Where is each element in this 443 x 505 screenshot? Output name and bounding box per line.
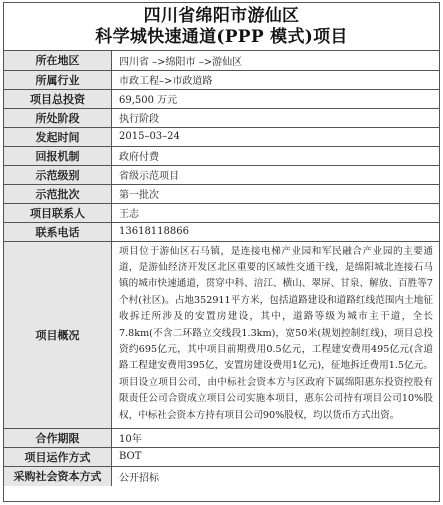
value-procurement: 公开招标 [112,466,440,486]
label-term: 合作期限 [4,428,112,447]
value-phone: 13618118866 [112,222,440,241]
label-start-date: 发起时间 [4,127,112,146]
label-overview: 项目概况 [4,241,112,428]
label-phone: 联系电话 [4,222,112,241]
row-demo-batch [4,184,439,203]
value-overview: 项目位于游仙区石马镇，是连接电梯产业园和军民融合产业园的主要通道，是游仙经济开发区北区重要的区域性交通干线，是绵阳城北连接石马镇的城市快速通道，贯穿中科、涪江、横山、翠屏、甘泉、解放、百胜等7个村(社区)。占地352911平方米，包括道路建设和道路红线范围内土地征收拆迁所涉及的安置房建设，其中，道路等级为城市主干道，全长7.8km(不含二环路立交线段1.3km)，宽50米(规划控制红线)，项目总投资约695亿元，其中项目前期费用0.5亿元，工程建安费用495亿元(含道路工程建安费用395亿，安置房建设费用1亿元)，征地拆迁费用1.5亿元。项目设立项目公司，由中标社会资本方与区政府下属绵阳惠东投资控股有限责任公司合资成立项目公司实施本项目，惠东公司持有项目公司10%股权，中标社会资本方持有项目公司90%股权，均以货币方式出资。 [112,241,440,428]
value-operation-mode: BOT [112,447,440,466]
row-region [4,51,439,70]
row-return-mechanism [4,146,439,165]
value-stage: 执行阶段 [112,108,440,127]
label-operation-mode: 项目运作方式 [4,447,112,466]
label-procurement: 采购社会资本方式 [4,466,112,486]
label-stage: 所处阶段 [4,108,112,127]
label-return-mechanism: 回报机制 [4,146,112,165]
title-line-1: 四川省绵阳市游仙区 [143,5,300,26]
title-line-2: 科学城快速通道(PPP 模式)项目 [95,26,348,47]
value-region: 四川省 –>绵阳市 –>游仙区 [112,51,440,70]
value-investment: 69,500 万元 [112,89,440,108]
row-overview [4,241,439,428]
value-industry: 市政工程–>市政道路 [112,70,440,89]
value-demo-batch: 第一批次 [112,184,440,203]
label-demo-level: 示范级别 [4,165,112,184]
row-term [4,428,439,447]
project-card [3,2,440,502]
row-phone [4,222,439,241]
value-demo-level: 省级示范项目 [112,165,440,184]
row-industry [4,70,439,89]
label-investment: 项目总投资 [4,89,112,108]
row-start-date [4,127,439,146]
row-demo-level [4,165,439,184]
label-region: 所在地区 [4,51,112,70]
row-operation-mode [4,447,439,466]
value-return-mechanism: 政府付费 [112,146,440,165]
row-procurement [4,466,439,486]
project-info-table [4,51,439,486]
row-contact [4,203,439,222]
label-contact: 项目联系人 [4,203,112,222]
row-stage [4,108,439,127]
value-term: 10年 [112,428,440,447]
value-contact: 王志 [112,203,440,222]
label-industry: 所属行业 [4,70,112,89]
value-start-date: 2015–03–24 [112,127,440,146]
label-demo-batch: 示范批次 [4,184,112,203]
row-investment [4,89,439,108]
title-block [4,3,439,51]
